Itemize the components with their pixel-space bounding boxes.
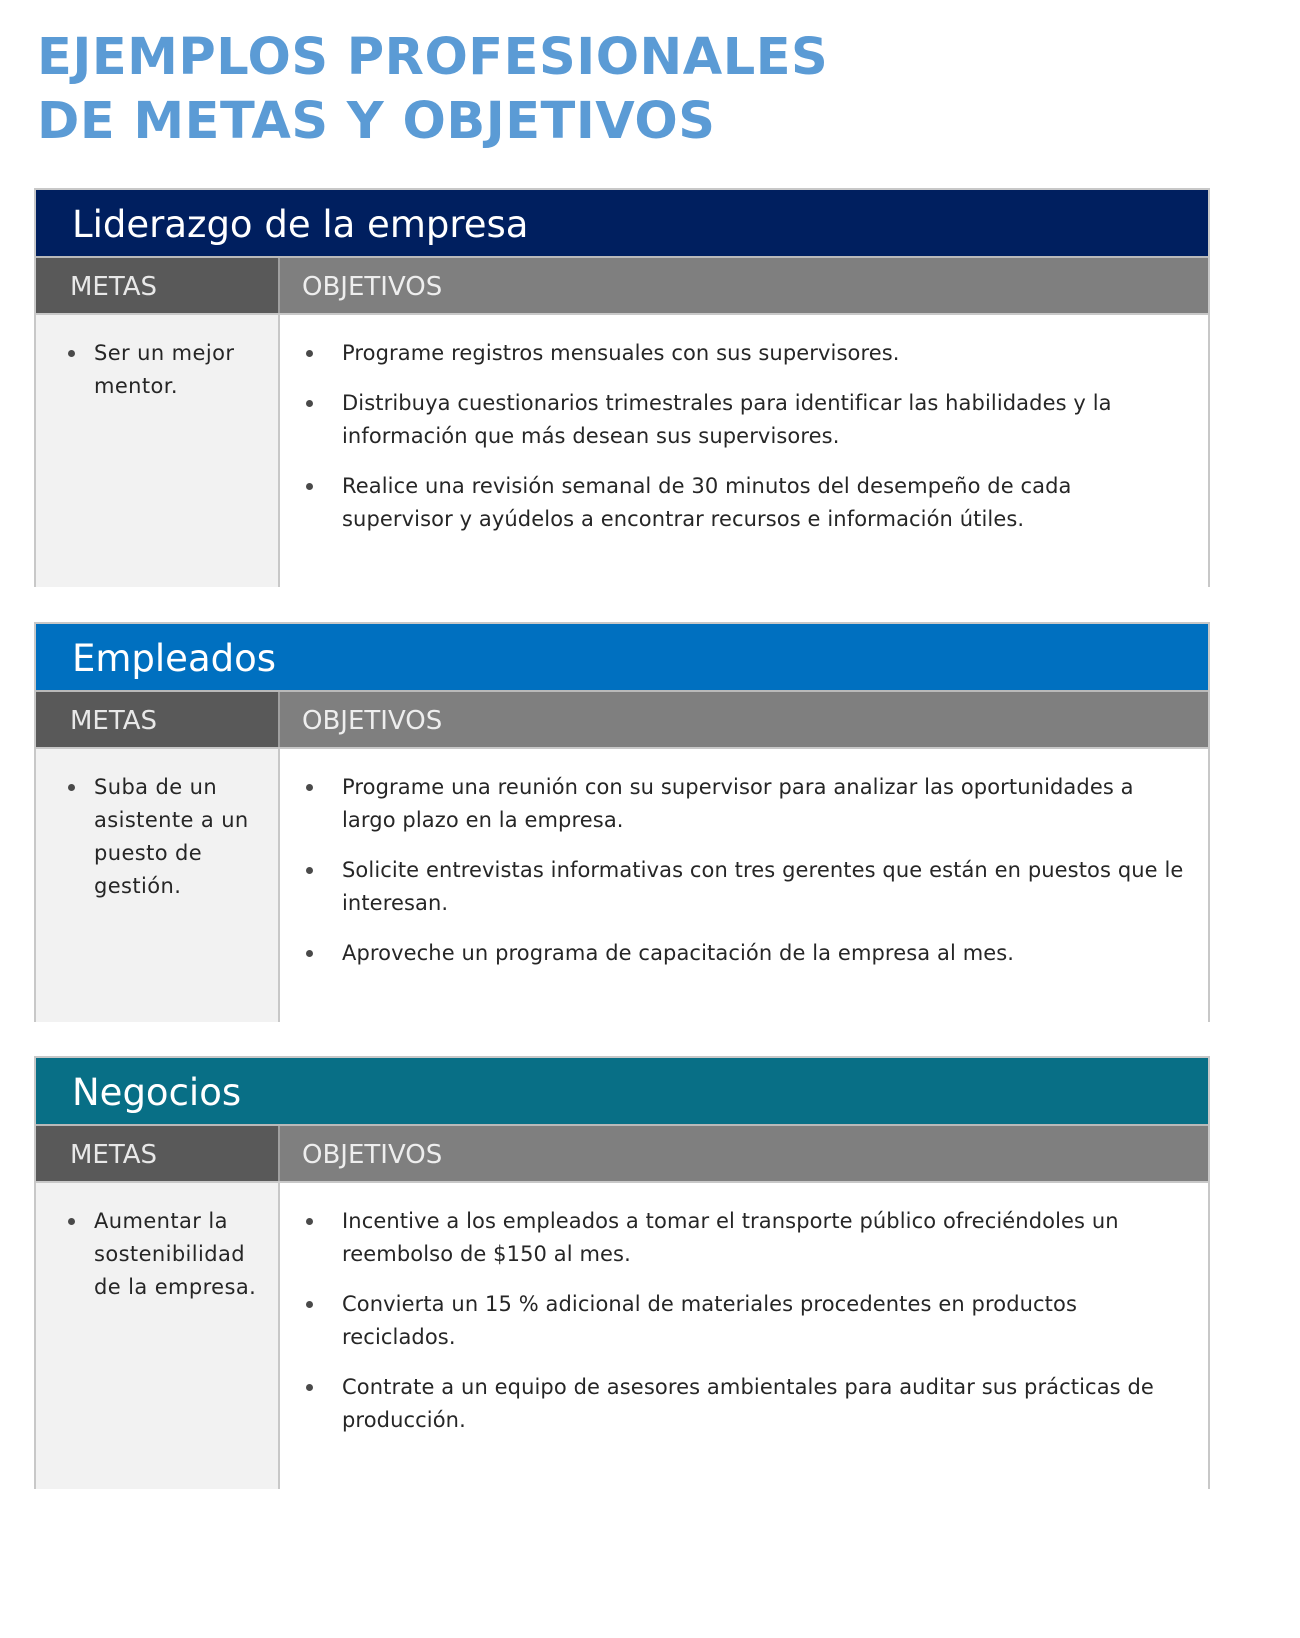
goals-column-header: METAS	[36, 258, 280, 313]
objective-item	[302, 337, 1188, 370]
bullet-icon	[68, 784, 75, 791]
goals-column-header: METAS	[36, 692, 280, 747]
section-empleados	[34, 622, 1210, 1022]
bullet-icon	[306, 1218, 313, 1225]
goals-list	[64, 1205, 264, 1304]
objective-item	[302, 470, 1188, 536]
column-header-row	[36, 1126, 1208, 1181]
objective-item	[302, 1371, 1188, 1437]
objective-text: Distribuya cuestionarios trimestrales para identificar las habilidades y la información que más desean sus supervisores.	[342, 391, 1112, 448]
goal-item	[64, 771, 264, 903]
objective-text: Aproveche un programa de capacitación de la empresa al mes.	[342, 941, 1015, 965]
objective-item	[302, 1288, 1188, 1354]
objectives-list	[302, 337, 1188, 536]
bullet-icon	[306, 867, 313, 874]
objectives-cell	[280, 1183, 1208, 1489]
objectives-list	[302, 1205, 1188, 1437]
goal-text: Ser un mejor mentor.	[94, 341, 235, 398]
objective-item	[302, 1205, 1188, 1271]
bullet-icon	[306, 1384, 313, 1391]
objectives-column-header: OBJETIVOS	[280, 1126, 1208, 1181]
page-title	[37, 26, 828, 154]
objective-item	[302, 387, 1188, 453]
objective-item	[302, 854, 1188, 920]
section-heading: Negocios	[36, 1058, 1208, 1126]
objectives-list	[302, 771, 1188, 970]
objectives-cell	[280, 315, 1208, 587]
page-title-line: EJEMPLOS PROFESIONALES	[37, 28, 829, 87]
section-liderazgo	[34, 188, 1210, 587]
column-header-row	[36, 692, 1208, 747]
objective-text: Incentive a los empleados a tomar el transporte público ofreciéndoles un reembolso de $150 al mes.	[342, 1209, 1119, 1266]
column-header-row	[36, 258, 1208, 313]
objective-text: Programe una reunión con su supervisor para analizar las oportunidades a largo plazo en la empresa.	[342, 775, 1134, 832]
goals-cell	[36, 315, 280, 587]
objectives-cell	[280, 749, 1208, 1022]
goal-text: Aumentar la sostenibilidad de la empresa.	[94, 1209, 257, 1299]
objectives-column-header: OBJETIVOS	[280, 258, 1208, 313]
section-negocios	[34, 1056, 1210, 1489]
section-body	[36, 747, 1208, 1022]
goal-item	[64, 337, 264, 403]
objective-item	[302, 771, 1188, 837]
objective-text: Convierta un 15 % adicional de materiales procedentes en productos reciclados.	[342, 1292, 1078, 1349]
bullet-icon	[306, 350, 313, 357]
objectives-column-header: OBJETIVOS	[280, 692, 1208, 747]
goal-item	[64, 1205, 264, 1304]
section-heading: Liderazgo de la empresa	[36, 190, 1208, 258]
bullet-icon	[306, 784, 313, 791]
section-heading: Empleados	[36, 624, 1208, 692]
goals-list	[64, 771, 264, 903]
section-body	[36, 1181, 1208, 1489]
goals-cell	[36, 749, 280, 1022]
goal-text: Suba de un asistente a un puesto de gestión.	[94, 775, 249, 898]
bullet-icon	[306, 400, 313, 407]
bullet-icon	[306, 950, 313, 957]
goals-cell	[36, 1183, 280, 1489]
objective-text: Programe registros mensuales con sus supervisores.	[342, 341, 900, 365]
bullet-icon	[306, 1301, 313, 1308]
section-body	[36, 313, 1208, 587]
objective-item	[302, 937, 1188, 970]
bullet-icon	[68, 350, 75, 357]
goals-column-header: METAS	[36, 1126, 280, 1181]
goals-list	[64, 337, 264, 403]
bullet-icon	[306, 483, 313, 490]
bullet-icon	[68, 1218, 75, 1225]
objective-text: Realice una revisión semanal de 30 minutos del desempeño de cada supervisor y ayúdelos a encontrar recursos e información útiles.	[342, 474, 1072, 531]
objective-text: Contrate a un equipo de asesores ambientales para auditar sus prácticas de producción.	[342, 1375, 1154, 1432]
page-title-line: DE METAS Y OBJETIVOS	[37, 92, 716, 151]
objective-text: Solicite entrevistas informativas con tres gerentes que están en puestos que le interesan.	[342, 858, 1184, 915]
